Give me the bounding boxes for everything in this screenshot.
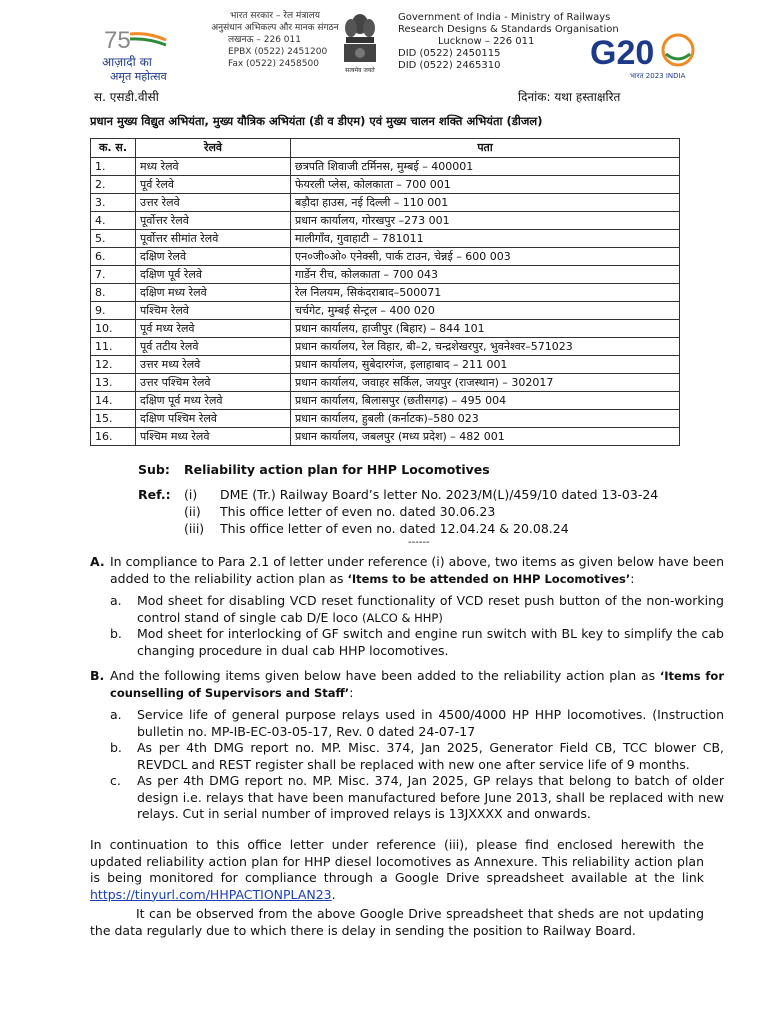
- header-railway: रेलवे: [136, 139, 291, 158]
- row-railway: दक्षिण पूर्व रेलवे: [136, 266, 291, 284]
- table-row: [91, 428, 680, 446]
- row-address: एन०जी०ओ० एनेक्सी, पार्क टाउन, चेन्नई – 600 003: [291, 248, 680, 266]
- svg-text:75: 75: [104, 27, 131, 54]
- row-address: प्रधान कार्यालय, हाजीपुर (बिहार) – 844 101: [291, 320, 680, 338]
- hindi-line-2: अनुसंधान अभिकल्प और मानक संगठन: [211, 23, 339, 33]
- row-railway: मध्य रेलवे: [136, 158, 291, 176]
- subject-text: Reliability action plan for HHP Locomotives: [184, 462, 490, 477]
- row-railway: पूर्व मध्य रेलवे: [136, 320, 291, 338]
- row-address: फेयरली प्लेस, कोलकाता – 700 001: [291, 176, 680, 194]
- row-serial: 2.: [91, 176, 136, 194]
- row-railway: पूर्वोत्तर रेलवे: [136, 212, 291, 230]
- row-address: प्रधान कार्यालय, जवाहर सर्किल, जयपुर (राजस्थान) – 302017: [291, 374, 680, 392]
- references: [138, 486, 658, 537]
- list-item-mark: b.: [110, 626, 122, 641]
- row-railway: दक्षिण मध्य रेलवे: [136, 284, 291, 302]
- table-row: [91, 356, 680, 374]
- hindi-line-5: Fax (0522) 2458500: [228, 59, 319, 69]
- section-b-intro-emph: ‘Items for counselling of Supervisors and Staff’: [110, 669, 724, 700]
- list-item-text: As per 4th DMG report no. MP. Misc. 374, Jan 2025, Generator Field CB, TCC blower CB, REVDCL and REST register shall be replaced with new one after service life of 9 months.: [137, 740, 724, 772]
- list-item-mark: c.: [110, 773, 121, 788]
- reference-text: DME (Tr.) Railway Board’s letter No. 2023/M(L)/459/10 dated 13-03-24: [220, 487, 659, 502]
- row-address: बड़ौदा हाउस, नई दिल्ली – 110 001: [291, 194, 680, 212]
- table-row: [91, 410, 680, 428]
- row-address: गार्डेन रीच, कोलकाता – 700 043: [291, 266, 680, 284]
- row-serial: 12.: [91, 356, 136, 374]
- table-row: [91, 194, 680, 212]
- table-row: [91, 374, 680, 392]
- row-railway: पूर्व तटीय रेलवे: [136, 338, 291, 356]
- row-serial: 7.: [91, 266, 136, 284]
- reference-label: Ref.:: [138, 487, 171, 502]
- row-railway: पूर्व रेलवे: [136, 176, 291, 194]
- row-address: चर्चगेट, मुम्बई सेन्ट्रल – 400 020: [291, 302, 680, 320]
- row-serial: 8.: [91, 284, 136, 302]
- row-serial: 5.: [91, 230, 136, 248]
- row-address: प्रधान कार्यालय, सुबेदारगंज, इलाहाबाद – 211 001: [291, 356, 680, 374]
- observation-text: It can be observed from the above Google Drive spreadsheet that sheds are not updating the data regularly due to which there is delay in sending the position to Railway Board.: [90, 906, 704, 938]
- row-serial: 6.: [91, 248, 136, 266]
- reference-row: [138, 503, 658, 520]
- table-row: [91, 158, 680, 176]
- continuation-text: In continuation to this office letter under reference (iii), please find enclosed herewith the updated reliability action plan for HHP diesel locomotives as Annexure. This reliability action plan is being monitored for compliance through a Google Drive spreadsheet available at the link: [90, 837, 704, 885]
- row-address: छत्रपति शिवाजी टर्मिनस, मुम्बई – 400001: [291, 158, 680, 176]
- list-item: [110, 773, 724, 823]
- separator: ------: [408, 537, 430, 548]
- azadi-ka-amrit-mahotsav-logo: [100, 26, 190, 84]
- row-serial: 14.: [91, 392, 136, 410]
- row-address: प्रधान कार्यालय, बिलासपुर (छतीसगढ़) – 495 004: [291, 392, 680, 410]
- reference-num: (ii): [184, 504, 201, 519]
- g20-logo: [590, 28, 700, 84]
- row-address: प्रधान कार्यालय, हुबली (कर्नाटक)–580 023: [291, 410, 680, 428]
- row-railway: पश्चिम रेलवे: [136, 302, 291, 320]
- row-railway: उत्तर रेलवे: [136, 194, 291, 212]
- section-a-intro: In compliance to Para 2.1 of letter under reference (i) above, two items as given below have been added to the reliability action plan as: [110, 554, 724, 586]
- row-serial: 13.: [91, 374, 136, 392]
- row-serial: 3.: [91, 194, 136, 212]
- section-b-list: [110, 707, 724, 823]
- row-serial: 1.: [91, 158, 136, 176]
- row-serial: 11.: [91, 338, 136, 356]
- reference-row: [138, 520, 658, 537]
- table-row: [91, 338, 680, 356]
- row-railway: उत्तर पश्चिम रेलवे: [136, 374, 291, 392]
- row-address: प्रधान कार्यालय, जबलपुर (मध्य प्रदेश) – 482 001: [291, 428, 680, 446]
- table-row: [91, 266, 680, 284]
- table-row: [91, 230, 680, 248]
- action-plan-link[interactable]: https://tinyurl.com/HHPACTIONPLAN23: [90, 886, 332, 902]
- section-a-mark: A.: [90, 554, 105, 569]
- section-a-list: [110, 593, 724, 659]
- table-row: [91, 320, 680, 338]
- row-serial: 15.: [91, 410, 136, 428]
- english-line-2: Research Designs & Standards Organisation: [398, 24, 619, 35]
- section-a-intro-end: :: [630, 570, 635, 586]
- list-item-mark: a.: [110, 707, 122, 722]
- row-serial: 16.: [91, 428, 136, 446]
- row-address: प्रधान कार्यालय, रेल विहार, बी–2, चन्द्रशेखरपुर, भुवनेश्वर–571023: [291, 338, 680, 356]
- header-address: पता: [291, 139, 680, 158]
- railway-address-table: [90, 138, 680, 446]
- section-a-intro-emph: ‘Items to be attended on HHP Locomotives’: [347, 571, 631, 586]
- row-address: प्रधान कार्यालय, गोरखपुर –273 001: [291, 212, 680, 230]
- reference-num: (i): [184, 487, 198, 502]
- table-row: [91, 392, 680, 410]
- reference-num: (iii): [184, 521, 205, 536]
- continuation-paragraph: [90, 837, 704, 903]
- list-item-emph: (ALCO & HHP): [361, 610, 443, 625]
- section-a: [90, 554, 724, 659]
- g20-caption: भारत 2023 INDIA: [630, 72, 686, 80]
- subject-line: [138, 462, 490, 477]
- emblem-caption: सत्यमेव जयते: [345, 67, 375, 74]
- continuation-end: .: [331, 886, 336, 902]
- list-item: [110, 593, 724, 626]
- reference-number: स. एसडी.वीसी: [94, 90, 159, 104]
- list-item-mark: b.: [110, 740, 122, 755]
- row-railway: पूर्वोत्तर सीमांत रेलवे: [136, 230, 291, 248]
- addressee: प्रधान मुख्य विद्युत अभियंता, मुख्य यौत्रिक अभियंता (डी व डीएम) एवं मुख्य चालन शक्ति अभियंता (डीजल): [90, 114, 543, 128]
- row-railway: दक्षिण पश्चिम रेलवे: [136, 410, 291, 428]
- hindi-line-1: भारत सरकार – रेल मंत्रालय: [230, 11, 320, 21]
- g20-text: G20: [590, 34, 655, 72]
- row-railway: पश्चिम मध्य रेलवे: [136, 428, 291, 446]
- hindi-line-3: लखनऊ – 226 011: [228, 35, 301, 45]
- table-header-row: [91, 139, 680, 158]
- reference-text: This office letter of even no. dated 30.06.23: [220, 504, 496, 519]
- table-row: [91, 248, 680, 266]
- list-item: [110, 740, 724, 773]
- list-item: [110, 707, 724, 740]
- english-line-1: Government of India - Ministry of Railways: [398, 12, 611, 23]
- row-serial: 9.: [91, 302, 136, 320]
- list-item-text: As per 4th DMG report no. MP. Misc. 374, Jan 2025, GP relays that belong to batch of older design i.e. relays that have been manufactured before June 2013, shall be replaced with new relays. Cut in serial number of improved relays is 13JXXXX and onwards.: [137, 773, 724, 821]
- row-railway: उत्तर मध्य रेलवे: [136, 356, 291, 374]
- section-b: [90, 668, 724, 823]
- english-line-4: DID (0522) 2450115: [398, 48, 501, 59]
- azadi-line-1: आज़ादी का: [102, 55, 152, 69]
- row-serial: 10.: [91, 320, 136, 338]
- list-item-text: Service life of general purpose relays used in 4500/4000 HP HHP locomotives. (Instruction bulletin no. MP-IB-EC-03-05-17, Rev. 0 dated 24-07-17: [137, 707, 724, 739]
- list-item-text: Mod sheet for interlocking of GF switch and engine run switch with BL key to simplify the cab changing procedure in dual cab HHP locomotives.: [137, 626, 724, 658]
- english-line-5: DID (0522) 2465310: [398, 60, 501, 71]
- row-railway: दक्षिण पूर्व मध्य रेलवे: [136, 392, 291, 410]
- row-railway: दक्षिण रेलवे: [136, 248, 291, 266]
- reference-text: This office letter of even no. dated 12.04.24 & 20.08.24: [220, 521, 569, 536]
- section-b-mark: B.: [90, 668, 105, 683]
- list-item: [110, 626, 724, 659]
- table-row: [91, 176, 680, 194]
- list-item-text: Mod sheet for disabling VCD reset functionality of VCD reset push button of the non-working control stand of single cab D/E loco: [137, 593, 724, 625]
- azadi-line-2: अमृत महोत्सव: [110, 70, 167, 83]
- section-b-intro-end: :: [349, 684, 354, 700]
- reference-row: [138, 486, 658, 503]
- list-item-mark: a.: [110, 593, 122, 608]
- row-address: मालीगाँव, गुवाहाटी – 781011: [291, 230, 680, 248]
- english-line-3: Lucknow – 226 011: [438, 36, 535, 47]
- observation-paragraph: [90, 906, 704, 939]
- header-hindi: [200, 10, 350, 70]
- row-serial: 4.: [91, 212, 136, 230]
- header-english: [398, 12, 619, 72]
- table-row: [91, 212, 680, 230]
- subject-label: Sub:: [138, 462, 170, 477]
- national-emblem-icon: [340, 10, 380, 76]
- date-line: दिनांक: यथा हस्ताक्षरित: [518, 90, 621, 104]
- table-row: [91, 302, 680, 320]
- hindi-line-4: EPBX (0522) 2451200: [228, 47, 328, 57]
- section-b-intro: And the following items given below have been added to the reliability action plan as: [110, 668, 660, 683]
- header-serial: क. स.: [91, 139, 136, 158]
- table-row: [91, 284, 680, 302]
- row-address: रेल निलयम, सिकंदराबाद–500071: [291, 284, 680, 302]
